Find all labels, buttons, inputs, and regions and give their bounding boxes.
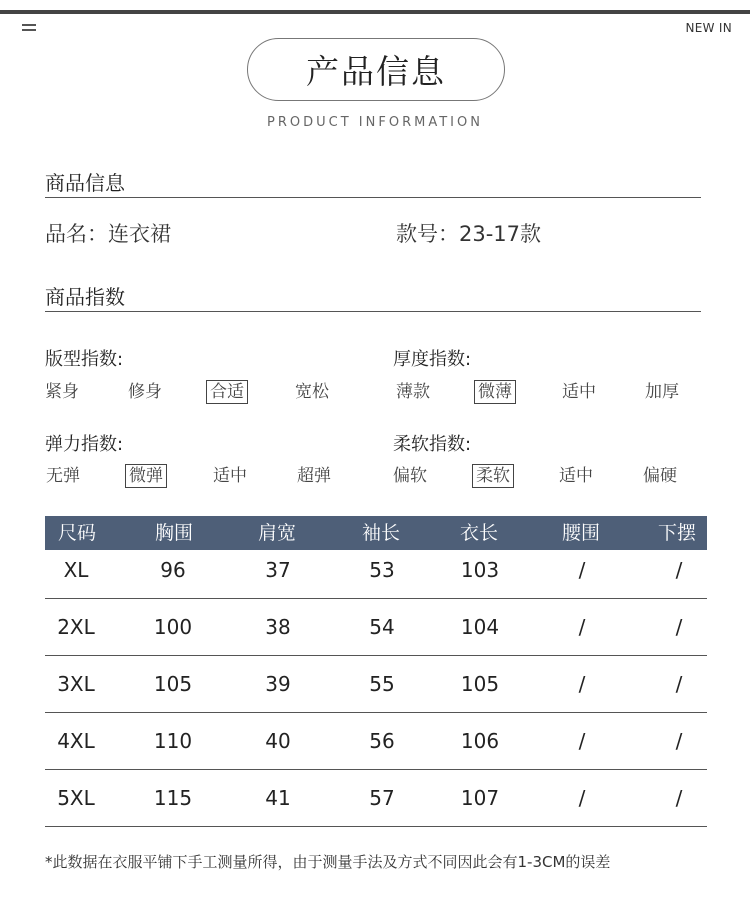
table-cell: 103 [460, 558, 500, 582]
table-cell: 37 [265, 558, 291, 582]
section-title-product-index: 商品指数 [45, 285, 125, 309]
menu-icon[interactable] [22, 24, 36, 33]
table-row [45, 713, 707, 770]
top-bar [0, 10, 750, 14]
thickness-option: 加厚 [645, 382, 679, 402]
stretch-option: 超弹 [297, 466, 331, 486]
row-divider [45, 826, 707, 827]
table-header-cell: 胸围 [154, 522, 193, 544]
softness-index-label: 柔软指数: [393, 434, 472, 455]
table-cell: / [578, 558, 586, 582]
table-row [45, 770, 707, 827]
table-cell: 57 [369, 786, 395, 810]
table-cell: 41 [265, 786, 291, 810]
product-name: 品名：连衣裙 [45, 222, 171, 246]
table-cell: 54 [369, 615, 395, 639]
table-row [45, 656, 707, 713]
table-cell: 107 [460, 786, 500, 810]
table-cell: 105 [460, 672, 500, 696]
stretch-option: 无弹 [46, 466, 80, 486]
measurement-note: *此数据在衣服平铺下手工测量所得，由于测量手法及方式不同因此会有1-3CM的误差 [45, 853, 611, 871]
table-cell: / [675, 729, 683, 753]
style-number: 款号：23-17款 [396, 222, 542, 246]
table-header-cell: 衣长 [459, 522, 498, 544]
table-cell: / [675, 786, 683, 810]
section-title-product-info: 商品信息 [45, 171, 125, 195]
table-cell: / [675, 672, 683, 696]
thickness-option-selected: 微薄 [474, 380, 516, 404]
softness-option: 适中 [559, 466, 593, 486]
table-cell: / [578, 729, 586, 753]
table-header-cell: 肩宽 [257, 522, 296, 544]
table-cell: 55 [369, 672, 395, 696]
table-cell: 4XL [57, 729, 95, 753]
table-cell: / [578, 615, 586, 639]
table-cell: XL [63, 558, 89, 582]
table-cell: 56 [369, 729, 395, 753]
softness-option: 偏硬 [643, 466, 677, 486]
stretch-index-label: 弹力指数: [45, 434, 124, 455]
table-header-cell: 尺码 [57, 522, 96, 544]
section-divider [45, 197, 701, 198]
thickness-option: 薄款 [396, 382, 430, 402]
table-cell: 38 [265, 615, 291, 639]
stretch-option-selected: 微弹 [125, 464, 167, 488]
stretch-option: 适中 [213, 466, 247, 486]
table-cell: 40 [265, 729, 291, 753]
table-cell: 5XL [57, 786, 95, 810]
table-row [45, 599, 707, 656]
fit-option-selected: 合适 [206, 380, 248, 404]
softness-option-selected: 柔软 [472, 464, 514, 488]
softness-option: 偏软 [393, 466, 427, 486]
table-cell: 104 [460, 615, 500, 639]
table-header-cell: 袖长 [361, 522, 400, 544]
fit-option: 紧身 [45, 382, 79, 402]
title-pill [247, 38, 505, 101]
table-cell: 53 [369, 558, 395, 582]
table-header-cell: 腰围 [561, 522, 600, 544]
fit-option: 宽松 [295, 382, 329, 402]
table-cell: / [578, 786, 586, 810]
table-cell: 39 [265, 672, 291, 696]
table-row [45, 542, 707, 599]
table-cell: / [578, 672, 586, 696]
table-cell: / [675, 615, 683, 639]
thickness-option: 适中 [562, 382, 596, 402]
table-cell: 3XL [57, 672, 95, 696]
table-cell: / [675, 558, 683, 582]
thickness-index-label: 厚度指数: [393, 349, 472, 370]
table-header-cell: 下摆 [657, 522, 696, 544]
table-cell: 100 [153, 615, 193, 639]
page-subtitle: PRODUCT INFORMATION [267, 115, 483, 130]
table-cell: 110 [153, 729, 193, 753]
section-divider [45, 311, 701, 312]
table-cell: 115 [153, 786, 193, 810]
table-cell: 96 [160, 558, 186, 582]
table-cell: 105 [153, 672, 193, 696]
page-title: 产品信息 [306, 52, 446, 91]
new-in-label: NEW IN [685, 21, 732, 35]
table-cell: 106 [460, 729, 500, 753]
table-cell: 2XL [57, 615, 95, 639]
fit-option: 修身 [128, 382, 162, 402]
fit-index-label: 版型指数: [45, 349, 124, 370]
